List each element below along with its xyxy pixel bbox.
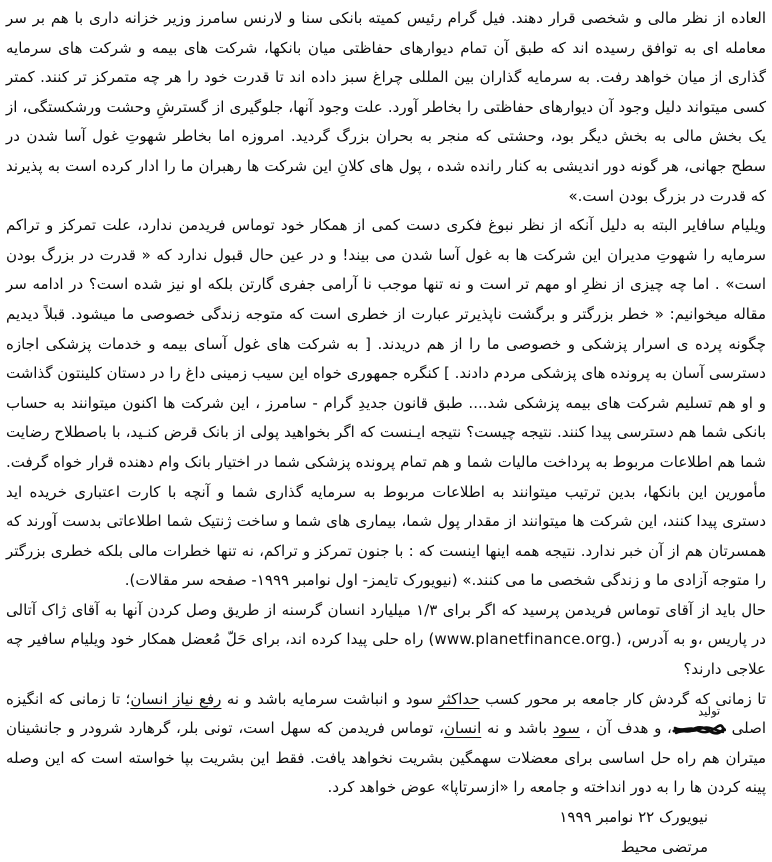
paragraph [1, 596, 766, 685]
document-body [1, 4, 766, 803]
text-run: سود و انباشت سرمایه باشد و نه [221, 689, 439, 708]
signature: مرتضی محیط [620, 837, 708, 856]
paragraph [1, 211, 766, 596]
text-run: ؛ تا زمانی که انگیزه اصلی [1, 689, 766, 738]
text-run: حداکثر [438, 689, 480, 708]
text-run: تا زمانی که گردش کار جامعه بر محور کسب [479, 689, 766, 708]
text-run: حال باید از آقای توماس فریدمن پرسید که اگر برای ۱/۳ میلیارد انسان گرسنه از طریق وصل کردن آنها به آقای ژاک آتالی در پاریس ،و به آدرس، [1, 600, 766, 649]
text-run: ، و هدف آن ، [579, 719, 672, 738]
text-run: رفع نیاز انسان [130, 689, 222, 708]
text-run: راه حلی پیدا کرده اند، برای حَلّ مُعضل همکار خود ویلیام سافیر چه علاجی دارند؟ [1, 630, 766, 679]
url-text: (www.planetfinance.org.) [428, 630, 622, 649]
scribbled-word [672, 703, 726, 735]
text-run: ویلیام سافایر البته به دلیل آنکه از نظر نبوغ فکری دست کمی از همکار خود توماس فریدمن ندارد، علت تمرکز و تراکم سرمایه را شهوتِ مدیران این شرکت ها به غول آسا شدن می بیند! و در عین حال قبول ندارد که « قدرت در بزرگ بودن است» . اما چه چیزی از نظرِ او مهم تر است و نه تنها موجب نا آرامی جفری گارتن بلکه او نیز شده است؟ در ادامه سر مقاله میخوانیم: « خطر بزرگتر و برگشت ناپذیرتر عبارت از خطری است که متوجه زندگی خصوصی ما میشود. قبلاً دیدیم چگونه پرده ی اسرار پزشکی و خصوصی ما را از هم دریدند. [ به شرکت های غول آسای بیمه و خدمات پزشکی اجازه دسترسی آسان به پرونده های پزشکی مردم دادند. ] کنگره جمهوری خواه این سیب زمینی داغ را در دستان کلینتون گذاشت و او هم تسلیم شرکت های بیمه پزشکی شد.... طبق قانون جدیدِ گرام - سامرز ، این شرکت ها اکنون میتوانند به حساب بانکی شما هم دسترسی پیدا کنند. نتیجه چیست؟ نتیجه ایـنست که اگر بخواهید پولی از بانک قرض کنـید، با باصطلاح رضایت شما هم اطلاعات مربوط به پرداخت مالیات شما و هم تمام پرونده پزشکی شما در اختیار بانک وام دهنده قرار خواه گرفت. مأمورین این بانکها، بدین ترتیب میتوانند به اطلاعات مربوط به سرمایه گذاری شما و آنچه با کارت اعتباری خریده اید دستری پیدا کنند، این شرکت ها میتوانند از مقدار پول شما، بیماری های شما و ساخت ژنتیک شما اطلاعاتی بدست آورند که همسرتان هم از آن خبر ندارد. نتیجه همه اینها اینست که : با جنون تمرکز و تراکم، نه تنها خطرات مالی بلکه خطری بزرگتر را متوجه آزادی ما و زندگی شخصی ما می کنند.» (نیویورک تایمز- اول نوامبر ۱۹۹۹- صفحه سر مقالات). [1, 216, 766, 590]
paragraph [1, 685, 766, 803]
text-run: باشد و نه [481, 719, 553, 738]
text-run: العاده از نظر مالی و شخصی قرار دهند. فیل گرام رئیس کمیته بانکی سنا و لارنس سامرز وزیر خزانه داری با هم بر سر معامله ای به توافق رسیده اند که طبق آن تمام دیوارهای حفاظتی میان بانکها، شرکت های بیمه و شرکت های سرمایه گذاری از میان خواهد رفت. به سرمایه گذاران بین المللی چراغ سبز داده اند تا قدرت خود را هر چه متمرکز تر کنند. کمتر کسی میتواند دلیل وجود آن دیوارهای حفاظتی را بخاطر آورد. علت وجود آنها، جلوگیری از گسترشِ وحشت ورشکستگی، از یک بخش مالی به بخش دیگر بود، وحشتی که منجر به بحران بزرگ گردید. امروزه اما بخاطر شهوتِ غول آسا شدن در سطح جهانی، هر گونه دور اندیشی به کنار رانده شده ، پول های کلانِ این شرکت ها رهبران ما را ادار کرده است به پذیرند که قدرت در بزرگ بودن است.» [1, 9, 766, 205]
text-run: انسان [443, 719, 482, 738]
paragraph [1, 4, 766, 211]
date-line: نیویورک ۲۲ نوامبر ۱۹۹۹ [559, 808, 708, 827]
text-run: سود [552, 719, 580, 738]
text-run: ، توماس فریدمن که سهل است، تونی بلر، گرهارد شرودر و جانشینان میتران هم راه حل اساسی برای معضلات سهمگین بشریت نخواهد یافت. فقط این بشریت بپا خواسته است که این وصله پینه کردن ها را به دور انداخته و جامعه را «ازسرتاپا» عوض خواهد کرد. [1, 719, 766, 797]
handwritten-correction: تولید [697, 703, 721, 719]
